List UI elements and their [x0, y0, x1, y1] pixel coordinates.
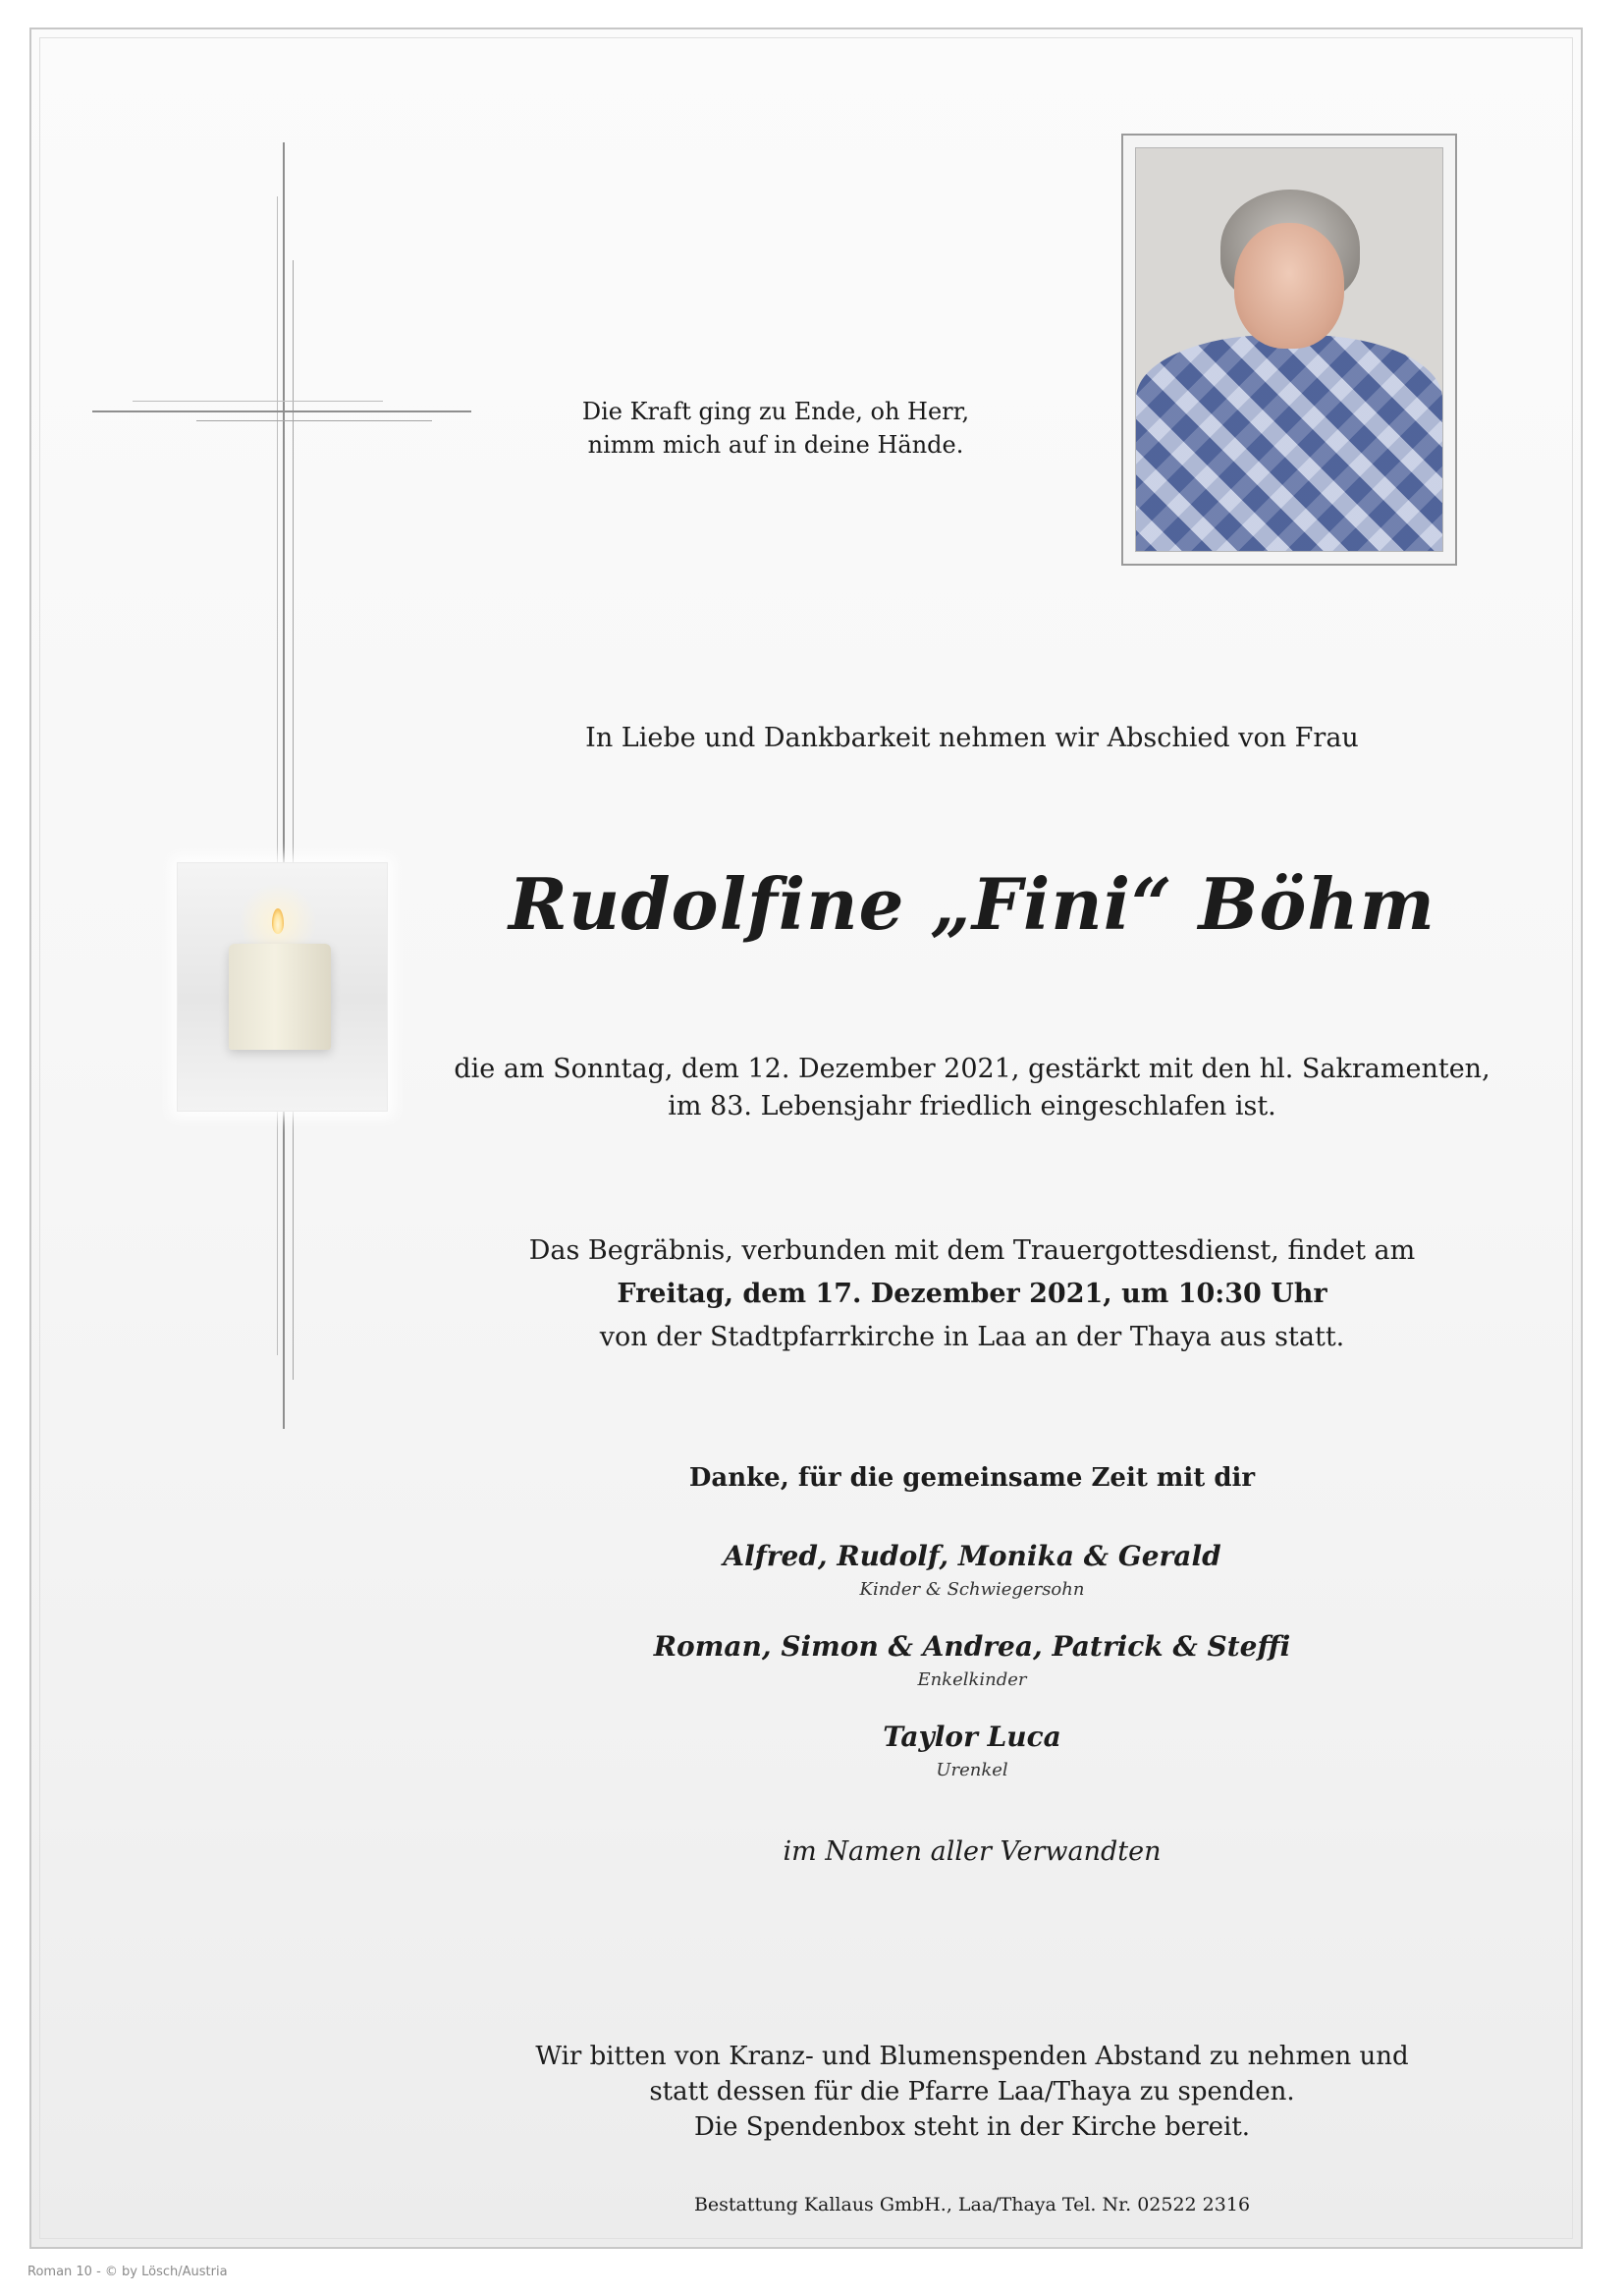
mourner-names: Taylor Luca [883, 1721, 1061, 1753]
mourner-role: Kinder & Schwiegersohn [859, 1579, 1085, 1600]
cross-line [293, 260, 294, 1380]
portrait-photo [1135, 147, 1443, 552]
mourner-names: Alfred, Rudolf, Monika & Gerald [723, 1540, 1221, 1572]
donation-notice [412, 2039, 1532, 2145]
portrait-face [1234, 223, 1344, 349]
death-notice-line: im 83. Lebensjahr friedlich eingeschlafen ist. [668, 1091, 1276, 1121]
verse-line: Die Kraft ging zu Ende, oh Herr, [581, 398, 970, 425]
cross-line [133, 401, 383, 402]
candle-icon [229, 944, 331, 1050]
death-notice-line: die am Sonntag, dem 12. Dezember 2021, gestärkt mit den hl. Sakramenten, [454, 1054, 1490, 1084]
intro-text: In Liebe und Dankbarkeit nehmen wir Abschied von Frau [585, 723, 1359, 753]
cross-icon [283, 142, 285, 1429]
cross-line [196, 420, 432, 421]
cross-line [277, 196, 278, 1355]
mourner-names: Roman, Simon & Andrea, Patrick & Steffi [653, 1630, 1291, 1663]
funeral-notice [412, 1230, 1532, 1359]
mourner-role: Enkelkinder [917, 1669, 1027, 1690]
verse-line: nimm mich auf in deine Hände. [587, 431, 964, 459]
mourner-role: Urenkel [936, 1760, 1008, 1780]
donation-line: Die Spendenbox steht in der Kirche bereit. [693, 2112, 1251, 2142]
imprint-text: Roman 10 - © by Lösch/Austria [27, 2265, 228, 2279]
portrait-frame [1121, 134, 1457, 566]
candle-image [177, 862, 388, 1112]
verse [491, 395, 1060, 462]
deceased-name: Rudolfine „Fini“ Böhm [509, 862, 1435, 946]
funeral-date-text: Freitag, dem 17. Dezember 2021, um 10:30 Uhr [617, 1279, 1327, 1309]
portrait-blouse [1136, 335, 1442, 552]
closing-text: im Namen aller Verwandten [783, 1836, 1162, 1867]
funeral-line: Das Begräbnis, verbunden mit dem Trauergottesdienst, findet am [528, 1235, 1416, 1266]
thanks-text: Danke, für die gemeinsame Zeit mit dir [688, 1463, 1256, 1493]
funeral-date [412, 1273, 1532, 1316]
donation-line: statt dessen für die Pfarre Laa/Thaya zu spenden. [649, 2077, 1295, 2106]
funeral-line: von der Stadtpfarrkirche in Laa an der Thaya aus statt. [599, 1322, 1345, 1352]
cross-line [92, 410, 471, 412]
undertaker-info: Bestattung Kallaus GmbH., Laa/Thaya Tel. Nr. 02522 2316 [693, 2194, 1251, 2215]
death-notice [412, 1051, 1532, 1125]
candle-flame-icon [272, 908, 284, 934]
donation-line: Wir bitten von Kranz- und Blumenspenden Abstand zu nehmen und [535, 2042, 1409, 2071]
